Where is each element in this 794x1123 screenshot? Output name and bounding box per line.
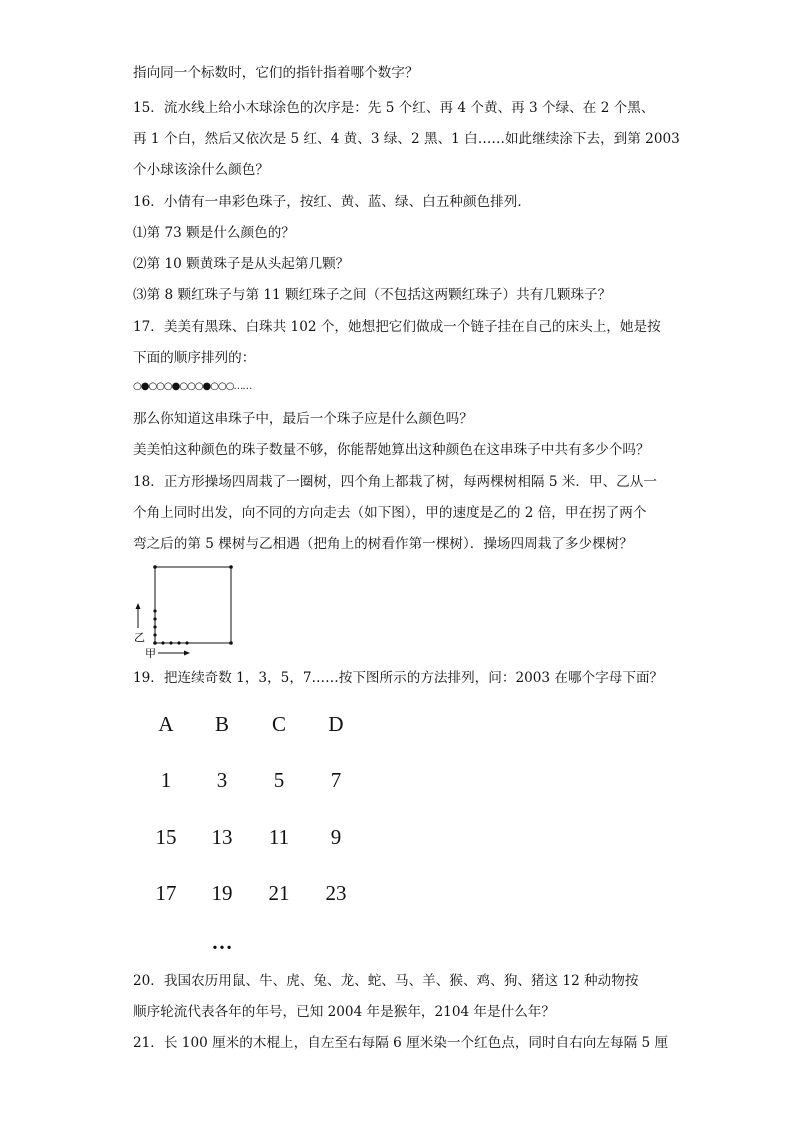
grid-cell: C (271, 712, 286, 736)
bead-sequence: ○●○○○●○○○●○○○…… (133, 381, 252, 392)
grid-cell: B (214, 712, 229, 736)
problem-17-line-1: 17．美美有黑珠、白珠共 102 个，她想把它们做成一个链子挂在自己的床头上，她是按 (133, 319, 661, 335)
problem-15-line-2: 再 1 个白，然后又依次是 5 红、4 黄、3 绿、2 黑、1 白……如此继续涂下去，到第 2003 (133, 131, 680, 147)
problem-20-line-1: 20．我国农历用鼠、牛、虎、兔、龙、蛇、马、羊、猴、鸡、狗、猪这 12 种动物按 (133, 973, 639, 989)
grid-cell: 13 (211, 825, 233, 849)
tree-dot (153, 617, 156, 620)
tree-dot (153, 609, 156, 612)
problem-18-line-1: 18．正方形操场四周栽了一圈树，四个角上都栽了树，每两棵树相隔 5 米．甲、乙从一 (133, 474, 657, 490)
problem-18-line-2: 个角上同时出发，向不同的方向走去（如下图），甲的速度是乙的 2 倍，甲在拐了两个 (133, 505, 647, 521)
problem-18-line-3: 弯之后的第 5 棵树与乙相遇（把角上的树看作第一棵树）．操场四周栽了多少棵树？ (133, 536, 633, 552)
grid-cell: 19 (211, 881, 233, 905)
problem-16-sub-3: ⑶第 8 颗红珠子与第 11 颗红珠子之间（不包括这两颗红珠子）共有几颗珠子？ (133, 287, 612, 303)
problem-17-line-4: 美美怕这种颜色的珠子数量不够，你能帮她算出这种颜色在这串珠子中共有多少个吗？ (133, 442, 650, 458)
tree-dot (153, 565, 157, 569)
label-yi: 乙 (134, 631, 145, 644)
tree-dot (153, 641, 157, 645)
label-jia: 甲 (145, 647, 156, 660)
grid-cell: 7 (330, 768, 342, 792)
grid-cell: A (158, 712, 174, 736)
grid-cell: 21 (268, 881, 290, 905)
problem-16-sub-2: ⑵第 10 颗黄珠子是从头起第几颗？ (133, 256, 350, 272)
tree-dot (153, 633, 156, 636)
grid-cell: 9 (330, 825, 342, 849)
tree-dot (185, 641, 188, 644)
grid-ellipsis: … (211, 930, 233, 954)
tree-dot (229, 565, 233, 569)
grid-cell: D (328, 712, 344, 736)
grid-cell: 15 (155, 825, 177, 849)
tree-dots (153, 565, 233, 645)
grid-cell: 23 (325, 881, 347, 905)
square-field-figure (133, 564, 243, 660)
problem-15-line-3: 个小球该涂什么颜色？ (133, 162, 269, 178)
grid-cell: 1 (160, 768, 172, 792)
problem-16-line-1: 16．小倩有一串彩色珠子，按红、黄、蓝、绿、白五种颜色排列． (133, 194, 531, 210)
field-square (155, 567, 231, 643)
grid-cell: 3 (216, 768, 228, 792)
problem-21-line-1: 21．长 100 厘米的木棍上，自左至右每隔 6 厘米染一个红色点，同时自右向左每隔 5 厘 (133, 1035, 669, 1051)
tree-dot (177, 641, 180, 644)
problem-17-line-3: 那么你知道这串珠子中，最后一个珠子应是什么颜色吗？ (133, 411, 473, 427)
grid-cell: 17 (155, 881, 177, 905)
problem-16-sub-1: ⑴第 73 颗是什么颜色的？ (133, 225, 295, 241)
tree-dot (229, 641, 233, 645)
grid-cell: 11 (268, 825, 290, 849)
text-line: 指向同一个标数时，它们的指针指着哪个数字？ (133, 65, 419, 81)
problem-17-line-2: 下面的顺序排列的： (133, 350, 256, 366)
tree-dot (169, 641, 172, 644)
problem-15-line-1: 15．流水线上给小木球涂色的次序是：先 5 个红、再 4 个黄、再 3 个绿、在 2 个黑、 (133, 100, 655, 116)
problem-19-line-1: 19．把连续奇数 1，3，5，7……按下图所示的方法排列，问：2003 在哪个字母下面？ (133, 670, 664, 686)
problem-20-line-2: 顺序轮流代表各年的年号，已知 2004 年是猴年，2104 年是什么年？ (133, 1004, 555, 1020)
tree-dot (153, 625, 156, 628)
tree-dot (161, 641, 164, 644)
grid-cell: 5 (273, 768, 285, 792)
